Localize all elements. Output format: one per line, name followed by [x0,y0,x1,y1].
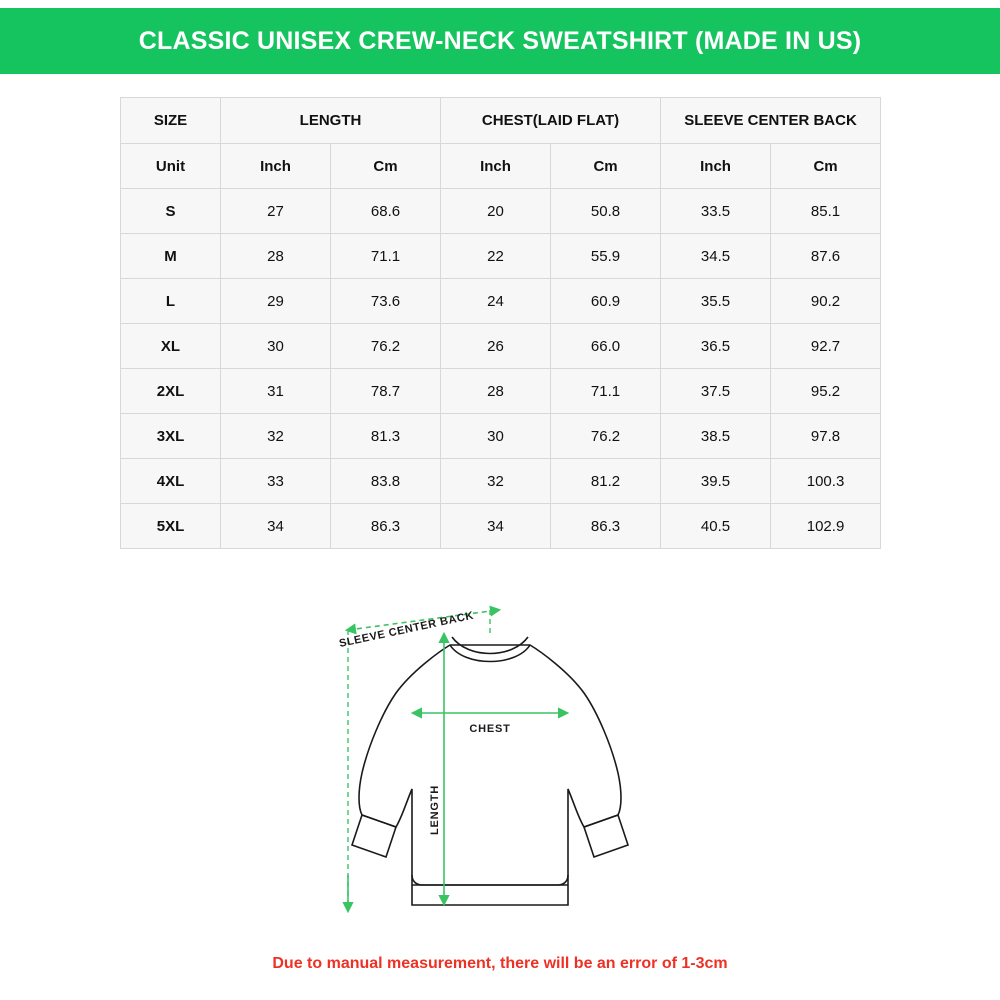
cell-sleeve-inch: 36.5 [661,324,771,369]
group-header-sleeve: SLEEVE CENTER BACK [661,98,881,144]
cell-chest-inch: 32 [441,459,551,504]
group-header-chest: CHEST(LAID FLAT) [441,98,661,144]
cell-chest-cm: 81.2 [551,459,661,504]
cell-length-inch: 33 [221,459,331,504]
cell-length-cm: 73.6 [331,279,441,324]
table-row [121,504,881,549]
sleeve-measure-arrow [348,610,498,905]
cell-chest-cm: 71.1 [551,369,661,414]
cell-length-inch: 27 [221,189,331,234]
cell-length-cm: 81.3 [331,414,441,459]
table-unit-header-row [121,144,881,189]
cell-size: L [121,279,221,324]
cell-sleeve-inch: 37.5 [661,369,771,414]
cell-length-inch: 30 [221,324,331,369]
cell-sleeve-cm: 85.1 [771,189,881,234]
cell-sleeve-inch: 33.5 [661,189,771,234]
cell-size: S [121,189,221,234]
table-row [121,414,881,459]
cell-sleeve-cm: 97.8 [771,414,881,459]
size-table [120,97,881,549]
header-banner [0,8,1000,74]
chest-label: CHEST [469,723,511,735]
size-table-container [120,97,880,549]
cell-length-cm: 78.7 [331,369,441,414]
cell-size: 5XL [121,504,221,549]
cell-sleeve-inch: 40.5 [661,504,771,549]
unit-header-unit: Unit [121,144,221,189]
cell-sleeve-cm: 100.3 [771,459,881,504]
cell-length-cm: 86.3 [331,504,441,549]
unit-header-sleeve-cm: Cm [771,144,881,189]
cell-chest-inch: 20 [441,189,551,234]
table-group-header-row [121,98,881,144]
cell-chest-inch: 22 [441,234,551,279]
cell-size: XL [121,324,221,369]
cell-chest-inch: 24 [441,279,551,324]
table-row [121,459,881,504]
sweatshirt-diagram [300,575,720,935]
group-header-size: SIZE [121,98,221,144]
cell-chest-inch: 26 [441,324,551,369]
cell-size: M [121,234,221,279]
unit-header-chest-cm: Cm [551,144,661,189]
cell-size: 3XL [121,414,221,459]
measurement-disclaimer: Due to manual measurement, there will be an error of 1-3cm [272,955,728,972]
cell-sleeve-inch: 34.5 [661,234,771,279]
unit-header-length-cm: Cm [331,144,441,189]
table-row [121,234,881,279]
cell-chest-inch: 30 [441,414,551,459]
group-header-length: LENGTH [221,98,441,144]
table-row [121,369,881,414]
cell-chest-cm: 60.9 [551,279,661,324]
cell-length-cm: 71.1 [331,234,441,279]
table-row [121,279,881,324]
cell-chest-cm: 50.8 [551,189,661,234]
cell-sleeve-cm: 87.6 [771,234,881,279]
cell-sleeve-inch: 38.5 [661,414,771,459]
cell-size: 2XL [121,369,221,414]
cell-length-cm: 83.8 [331,459,441,504]
cell-sleeve-inch: 39.5 [661,459,771,504]
unit-header-length-inch: Inch [221,144,331,189]
cell-sleeve-cm: 102.9 [771,504,881,549]
cell-chest-cm: 55.9 [551,234,661,279]
cell-sleeve-cm: 92.7 [771,324,881,369]
cell-chest-inch: 34 [441,504,551,549]
cell-length-inch: 28 [221,234,331,279]
cell-length-inch: 32 [221,414,331,459]
cell-length-inch: 31 [221,369,331,414]
cell-length-cm: 76.2 [331,324,441,369]
table-row [121,189,881,234]
cell-sleeve-cm: 90.2 [771,279,881,324]
unit-header-sleeve-inch: Inch [661,144,771,189]
sleeve-label: SLEEVE CENTER BACK [338,609,475,650]
garment-outline [352,637,628,905]
cell-sleeve-inch: 35.5 [661,279,771,324]
cell-chest-cm: 76.2 [551,414,661,459]
cell-chest-inch: 28 [441,369,551,414]
cell-chest-cm: 66.0 [551,324,661,369]
page-title: CLASSIC UNISEX CREW-NECK SWEATSHIRT (MADE IN US) [138,26,862,55]
cell-length-inch: 34 [221,504,331,549]
unit-header-chest-inch: Inch [441,144,551,189]
cell-size: 4XL [121,459,221,504]
cell-sleeve-cm: 95.2 [771,369,881,414]
length-label: LENGTH [429,784,441,836]
cell-length-inch: 29 [221,279,331,324]
cell-chest-cm: 86.3 [551,504,661,549]
cell-length-cm: 68.6 [331,189,441,234]
table-row [121,324,881,369]
